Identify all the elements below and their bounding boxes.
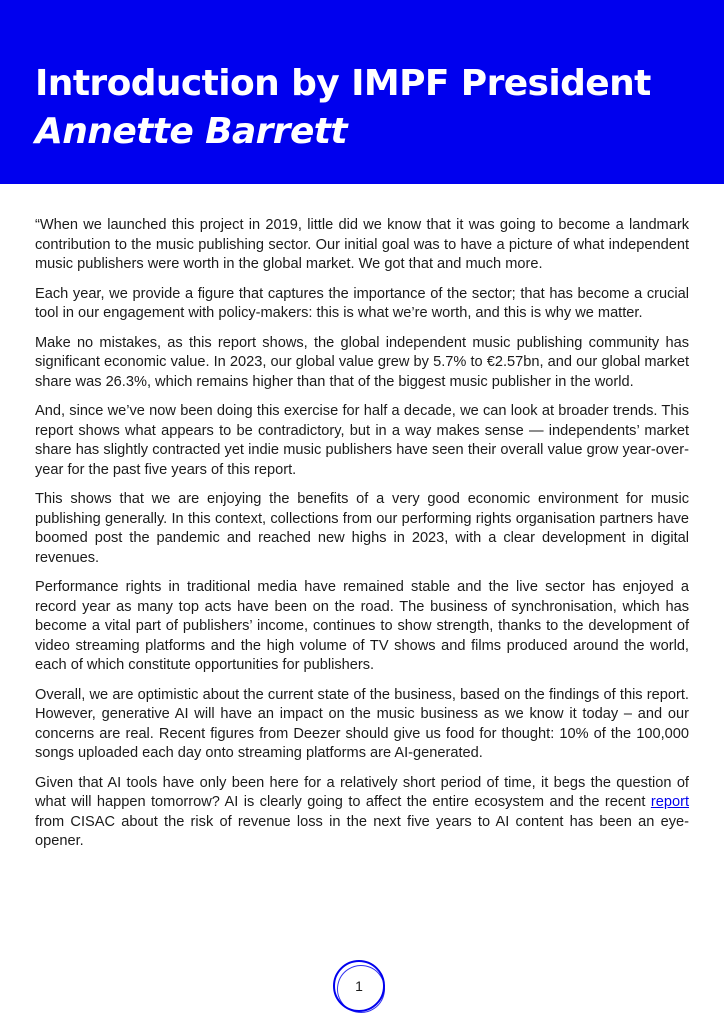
- paragraph-2: Each year, we provide a figure that captures the importance of the sector; that has become a crucial tool in our engagement with policy-makers: this is what we’re worth, and this is why we matter.: [35, 285, 689, 321]
- title-line-name: Annette Barrett: [35, 111, 347, 152]
- title-line-main: Introduction by IMPF President: [35, 63, 651, 104]
- paragraph-8: [35, 774, 689, 852]
- paragraph-1: “When we launched this project in 2019, little did we know that it was going to become a landmark contribution to the music publishing sector. Our initial goal was to have a picture of what independent music publishers were worth in the global market. We got that and much more.: [35, 217, 689, 272]
- paragraph-8-text-start: Given that AI tools have only been here for a relatively short period of time, it begs the question of what will happen tomorrow? AI is clearly going to affect the entire ecosystem and the recent: [35, 774, 689, 810]
- paragraph-4: And, since we’ve now been doing this exercise for half a decade, we can look at broader trends. This report shows what appears to be contradictory, but in a way makes sense — independents’ market share has slightly contracted yet indie music publishers have seen their overall value grow year-over-year for the past five years of this report.: [35, 403, 689, 478]
- page-number-badge: [333, 960, 385, 1012]
- paragraph-3: Make no mistakes, as this report shows, the global independent music publishing community has significant economic value. In 2023, our global value grew by 5.7% to €2.57bn, and our global market share was 26.3%, which remains higher than that of the biggest music publisher in the world.: [35, 334, 689, 390]
- page-title: [35, 60, 651, 156]
- paragraph-6: Performance rights in traditional media have remained stable and the live sector has enjoyed a record year as many top acts have been on the road. The business of synchronisation, which has become a vital part of publishers’ income, continues to show strength, thanks to the development of video streaming platforms and the high volume of TV shows and films produced around the world, each of which constitute opportunities for publishers.: [35, 579, 689, 673]
- paragraph-5: This shows that we are enjoying the benefits of a very good economic environment for music publishing generally. In this context, collections from our performing rights organisation partners have boomed post the pandemic and reached new highs in 2023, with a clear development in digital revenues.: [35, 491, 689, 566]
- paragraph-7: Overall, we are optimistic about the current state of the business, based on the findings of this report. However, generative AI will have an impact on the music business as we know it today – and our concerns are real. Recent figures from Deezer should give us food for thought: 10% of the 100,000 songs uploaded each day onto streaming platforms are AI-generated.: [35, 686, 689, 761]
- cisac-report-link[interactable]: report: [650, 794, 689, 810]
- article-body: [35, 216, 689, 862]
- paragraph-8-text-end: from CISAC about the risk of revenue loss in the next five years to AI content has been an eye-opener.: [35, 813, 689, 849]
- title-banner: [0, 0, 724, 184]
- page-number: 1: [355, 978, 363, 994]
